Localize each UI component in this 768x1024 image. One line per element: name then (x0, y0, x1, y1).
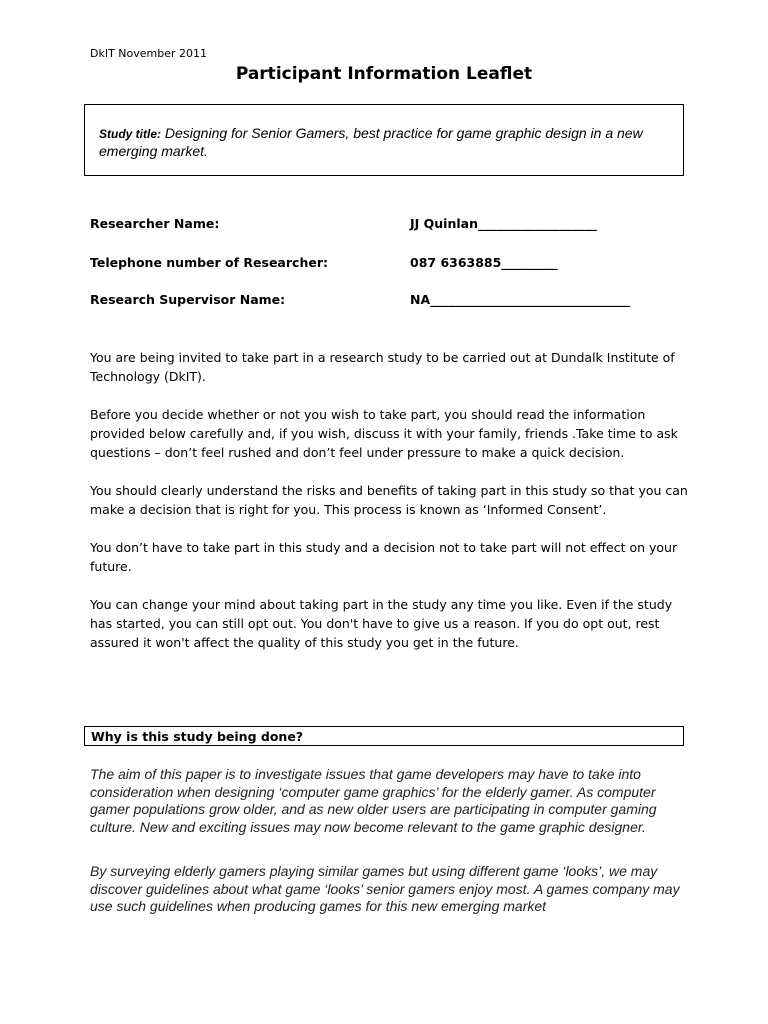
aim-paragraph: The aim of this paper is to investigate issues that game developers may have to take into consideration when designing ‘computer game graphics’ for the elderly gamer. As computer gamer populations grow older, and as new older users are participating in computer gaming culture. New and exciting issues may now become relevant to the game graphic designer. (90, 766, 657, 835)
study-title-text: Designing for Senior Gamers, best practice for game graphic design in a new emerging market. (99, 125, 643, 159)
document-date: DkIT November 2011 (90, 47, 208, 60)
survey-paragraph: By surveying elderly gamers playing similar games but using different game ‘looks’, we may discover guidelines about what game ‘looks’ senior gamers enjoy most. A games company may use such guidelines when producing games for this new emerging market (90, 863, 680, 914)
study-title-label: Study title: (99, 127, 161, 141)
optional-paragraph: You don’t have to take part in this study and a decision not to take part will not effect on your future. (90, 540, 678, 574)
researcher-name-row (90, 216, 690, 236)
researcher-name-label: Researcher Name: (90, 216, 220, 231)
page-title: Participant Information Leaflet (235, 64, 533, 84)
researcher-phone-label: Telephone number of Researcher: (90, 255, 328, 270)
consent-paragraph: You should clearly understand the risks and benefits of taking part in this study so that you can make a decision that is right for you. This process is known as ‘Informed Consent’. (90, 483, 688, 517)
supervisor-name-row (90, 292, 690, 312)
study-title (99, 125, 665, 160)
researcher-phone-row (90, 255, 690, 275)
section-heading: Why is this study being done? (84, 726, 684, 746)
decision-paragraph: Before you decide whether or not you wish to take part, you should read the information provided below carefully and, if you wish, discuss it with your family, friends .Take time to ask questions – don’t feel rushed and don’t feel under pressure to make a quick decision. (90, 407, 678, 460)
supervisor-name-label: Research Supervisor Name: (90, 292, 286, 307)
researcher-name-value: JJ Quinlan___________________ (410, 216, 597, 231)
intro-paragraph: You are being invited to take part in a research study to be carried out at Dundalk Institute of Technology (DkIT). (90, 350, 675, 384)
opt-out-paragraph: You can change your mind about taking part in the study any time you like. Even if the study has started, you can still opt out. You don't have to give us a reason. If you do opt out, rest assured it won't affect the quality of this study you get in the future. (90, 597, 673, 650)
supervisor-name-value: NA________________________________ (410, 292, 631, 307)
researcher-phone-value: 087 6363885_________ (410, 255, 558, 270)
study-title-box (84, 104, 684, 176)
